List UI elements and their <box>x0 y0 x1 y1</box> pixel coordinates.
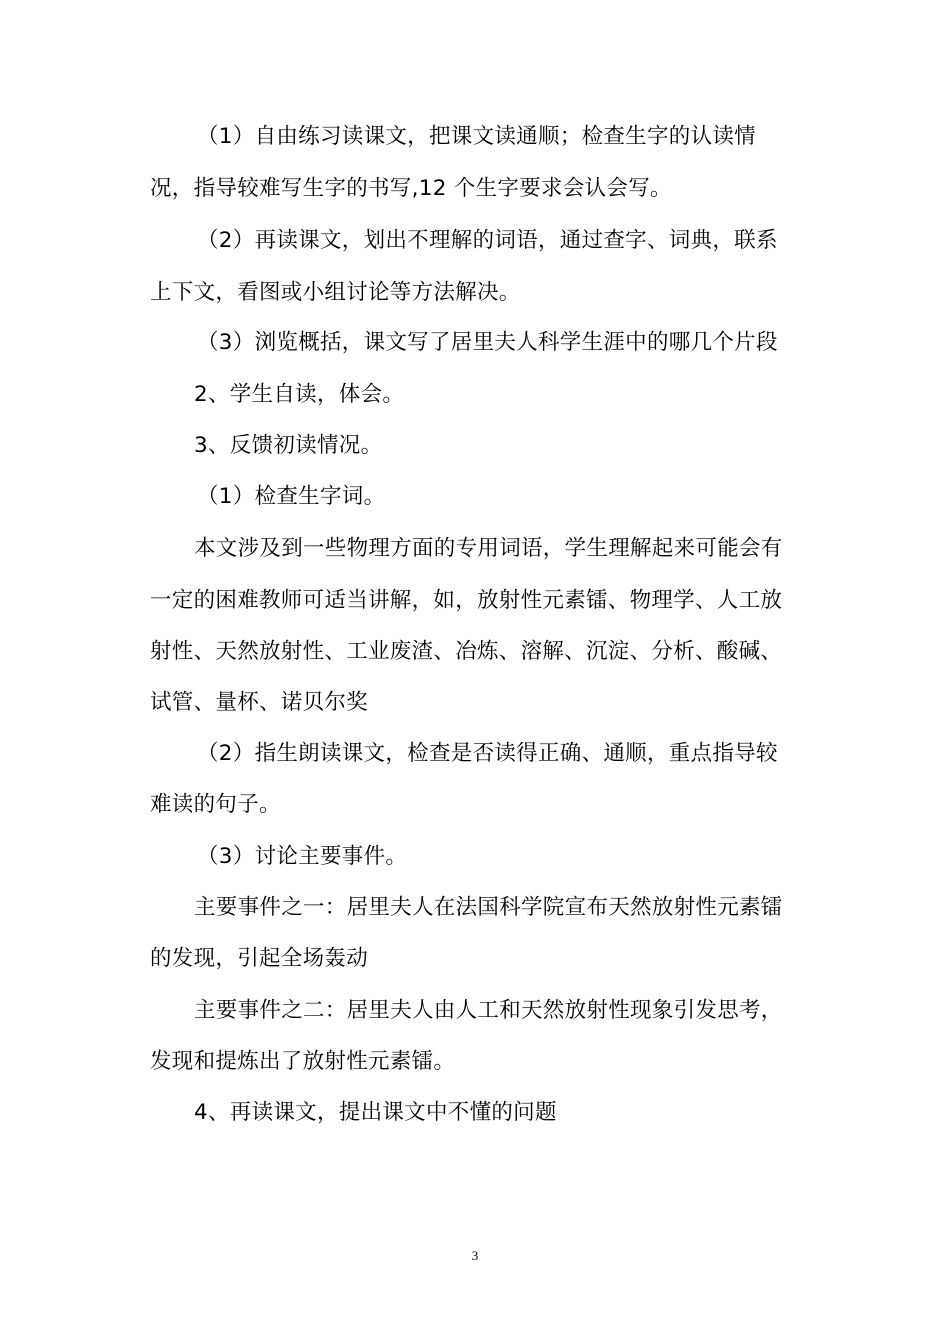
text-line: （1）检查生字词。 <box>197 484 386 509</box>
text-line: （2）再读课文，划出不理解的词语，通过查字、词典，联系 <box>197 228 778 253</box>
text-line: （1）自由练习读课文，把课文读通顺；检查生字的认读情 <box>197 124 756 149</box>
text-line: 发现和提炼出了放射性元素镭。 <box>150 1049 456 1074</box>
text-line: 上下文，看图或小组讨论等方法解决。 <box>150 280 521 305</box>
text-line: 一定的困难教师可适当讲解，如，放射性元素镭、物理学、人工放 <box>150 588 783 613</box>
text-line: （3）浏览概括，课文写了居里夫人科学生涯中的哪几个片段 <box>197 330 778 355</box>
text-line: 4、再读课文，提出课文中不懂的问题 <box>194 1100 557 1125</box>
text-line: 的发现，引起全场轰动 <box>150 946 369 971</box>
page-number: 3 <box>471 1248 479 1263</box>
text-line: 2、学生自读，体会。 <box>194 382 405 407</box>
text-line: 主要事件之二：居里夫人由人工和天然放射性现象引发思考， <box>194 998 783 1023</box>
text-line: （2）指生朗读课文，检查是否读得正确、通顺，重点指导较 <box>197 741 778 766</box>
text-line: （3）讨论主要事件。 <box>197 844 408 869</box>
text-line: 试管、量杯、诺贝尔奖 <box>150 690 369 715</box>
text-line: 主要事件之一：居里夫人在法国科学院宣布天然放射性元素镭 <box>194 895 783 920</box>
text-line: 射性、天然放射性、工业废渣、冶炼、溶解、沉淀、分析、酸碱、 <box>150 639 783 664</box>
text-line: 3、反馈初读情况。 <box>194 433 383 458</box>
text-line: 本文涉及到一些物理方面的专用词语，学生理解起来可能会有 <box>194 536 783 561</box>
text-line: 难读的句子。 <box>150 792 281 817</box>
text-line: 况，指导较难写生字的书写,12 个生字要求会认会写。 <box>150 176 672 201</box>
